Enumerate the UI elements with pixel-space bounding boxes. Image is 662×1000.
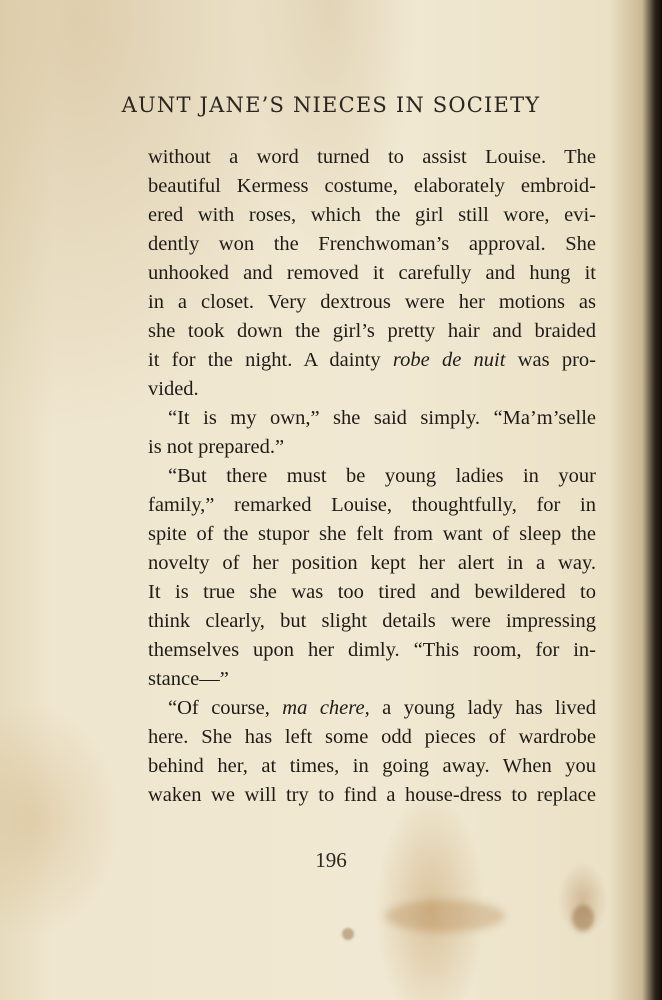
text-line: without a word turned to assist Louise. The [148, 146, 596, 168]
italic-phrase: ma chere, [282, 697, 370, 719]
text-run: was pro- [505, 349, 596, 371]
text-line: family,” remarked Louise, thoughtfully, for in [148, 494, 596, 516]
running-head: AUNT JANE’S NIECES IN SOCIETY [121, 93, 541, 117]
text-line: spite of the stupor she felt from want of sleep the [148, 523, 596, 545]
text-line [148, 694, 596, 723]
text-line: beautiful Kermess costume, elaborately embroid- [148, 175, 596, 197]
text-line: think clearly, but slight details were impressing [148, 610, 596, 632]
text-line: is not prepared.” [148, 436, 285, 458]
text-run: it for the night. A dainty [148, 349, 393, 371]
text-line: dently won the Frenchwoman’s approval. She [148, 233, 596, 255]
italic-phrase: robe de nuit [392, 349, 506, 371]
water-stain [385, 900, 505, 932]
text-line: It is true she was too tired and bewildered to [148, 581, 596, 603]
text-line [148, 346, 596, 375]
text-line: in a closet. Very dextrous were her motions as [148, 291, 596, 313]
body-text [148, 143, 596, 810]
text-line: she took down the girl’s pretty hair and braided [148, 320, 596, 342]
text-run: a young lady has lived [369, 697, 597, 719]
text-line: themselves upon her dimly. “This room, for in- [148, 639, 596, 661]
text-line: vided. [148, 378, 199, 400]
water-stain [572, 905, 594, 931]
text-line: here. She has left some odd pieces of wardrobe [148, 726, 596, 748]
text-line: behind her, at times, in going away. When you [148, 755, 596, 777]
text-line: stance—” [148, 668, 229, 690]
page-number: 196 [315, 848, 347, 872]
text-line: ered with roses, which the girl still wore, evi- [148, 204, 596, 226]
text-line: “It is my own,” she said simply. “Ma’m’selle [168, 407, 596, 429]
text-run: “Of course, [168, 697, 283, 719]
text-line: waken we will try to find a house-dress to replace [148, 784, 596, 806]
water-stain [342, 928, 354, 940]
text-line: unhooked and removed it carefully and hung it [148, 262, 596, 284]
text-line: “But there must be young ladies in your [168, 465, 596, 487]
text-line: novelty of her position kept her alert in a way. [148, 552, 596, 574]
